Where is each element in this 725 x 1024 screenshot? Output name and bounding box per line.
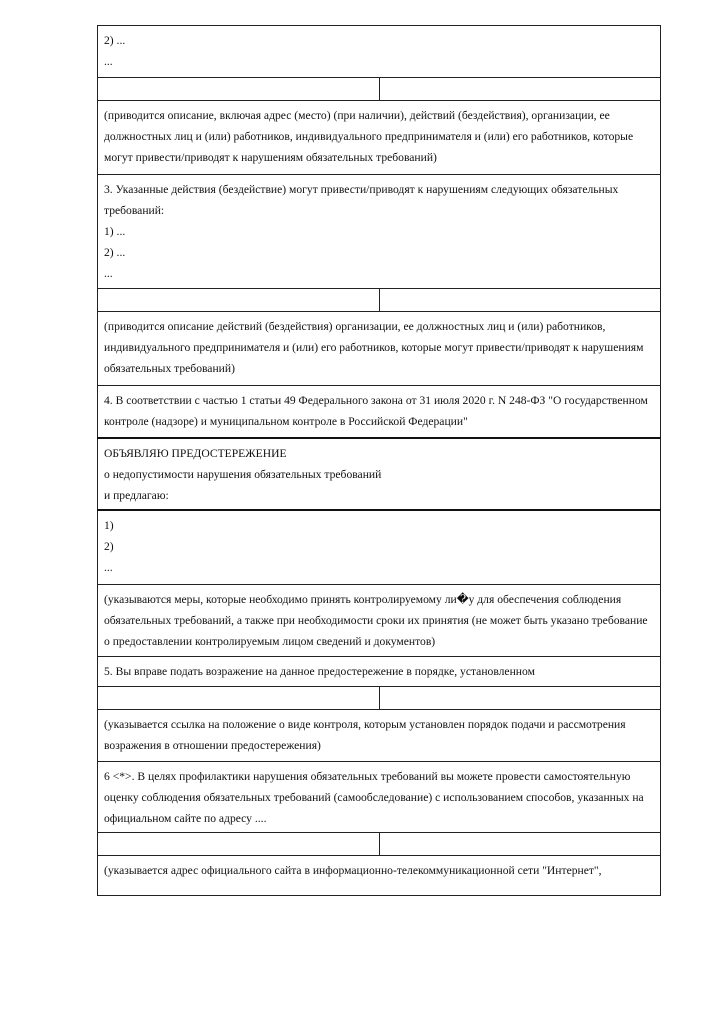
section6-text: 6 <*>. В целях профилактики нарушения обязательных требований вы можете провести самостоятельную оценку соблюдения обязательных требований (самообследование) с использованием способов, указанных на официальном сайте по адресу .... — [104, 770, 644, 825]
blank-cell-left — [98, 78, 380, 101]
section5-row — [98, 657, 661, 687]
section3-note-cell — [98, 312, 661, 386]
section4-cell — [98, 386, 661, 439]
announcement-title: ОБЪЯВЛЯЮ ПРЕДОСТЕРЕЖЕНИЕ — [104, 447, 287, 460]
section3-blank-row — [98, 289, 661, 312]
measures-cell — [98, 510, 661, 585]
section2-note: (приводится описание, включая адрес (место) (при наличии), действий (бездействия), организации, ее должностных лиц и (или) работников, индивидуального предпринимателя и (или) его работников, которые могут привести/приводят к нарушениям обязательных требований) — [104, 109, 634, 164]
warning-form-table — [97, 25, 661, 896]
announcement-row — [98, 438, 661, 510]
blank-cell-left — [98, 833, 380, 856]
section5-blank-row — [98, 687, 661, 710]
blank-cell-left — [98, 687, 380, 710]
section6-note: (указывается адрес официального сайта в информационно-телекоммуникационной сети "Интернет", — [104, 864, 602, 877]
measures-item-1: 1) — [104, 519, 114, 532]
measures-note: (указываются меры, которые необходимо принять контролируемому ли�у для обеспечения соблюдения обязательных требований, а также при необходимости сроки их принятия (не может быть указано требование о предоставлении контролируемым лицом сведений и документов) — [104, 593, 648, 648]
blank-cell-left — [98, 289, 380, 312]
announcement-subtitle: о недопустимости нарушения обязательных требований — [104, 468, 382, 481]
section5-note-cell — [98, 710, 661, 762]
measures-item-2: 2) — [104, 540, 114, 553]
section3-ellipsis: ... — [104, 267, 113, 280]
section6-cell — [98, 762, 661, 833]
section3-item-2: 2) ... — [104, 246, 126, 259]
section6-note-cell — [98, 856, 661, 896]
section5-note: (указывается ссылка на положение о виде контроля, которым установлен порядок подачи и рассмотрения возражения в отношении предостережения) — [104, 718, 626, 752]
section2-tail-cell — [98, 26, 661, 78]
measures-note-row — [98, 585, 661, 657]
measures-ellipsis: ... — [104, 561, 113, 574]
blank-cell-right — [380, 289, 661, 312]
announcement-cell — [98, 438, 661, 510]
section4-row — [98, 386, 661, 439]
section5-text: 5. Вы вправе подать возражение на данное предостережение в порядке, установленном — [104, 665, 535, 678]
section3-heading: 3. Указанные действия (бездействие) могут привести/приводят к нарушениям следующих обязательных требований: — [104, 183, 619, 217]
section3-note-row — [98, 312, 661, 386]
blank-cell-right — [380, 687, 661, 710]
section5-note-row — [98, 710, 661, 762]
section3-note: (приводится описание действий (бездействия) организации, ее должностных лиц и (или) работников, индивидуального предпринимателя и (или) его работников, которые могут привести/приводят к нарушениям обязательных требований) — [104, 320, 644, 375]
section3-cell — [98, 175, 661, 289]
blank-cell-right — [380, 833, 661, 856]
section2-tail-row — [98, 26, 661, 78]
announcement-propose: и предлагаю: — [104, 489, 169, 502]
section2-ellipsis: ... — [104, 55, 113, 68]
section2-blank-row — [98, 78, 661, 101]
section3-item-1: 1) ... — [104, 225, 126, 238]
section6-note-row — [98, 856, 661, 896]
measures-row — [98, 510, 661, 585]
section2-note-cell — [98, 101, 661, 175]
section4-text: 4. В соответствии с частью 1 статьи 49 Федерального закона от 31 июля 2020 г. N 248-ФЗ "О государственном контроле (надзоре) и муниципальном контроле в Российской Федерации" — [104, 394, 648, 428]
section2-note-row — [98, 101, 661, 175]
section3-row — [98, 175, 661, 289]
section6-row — [98, 762, 661, 833]
section6-blank-row — [98, 833, 661, 856]
section5-cell — [98, 657, 661, 687]
section2-item-2: 2) ... — [104, 34, 126, 47]
blank-cell-right — [380, 78, 661, 101]
measures-note-cell — [98, 585, 661, 657]
